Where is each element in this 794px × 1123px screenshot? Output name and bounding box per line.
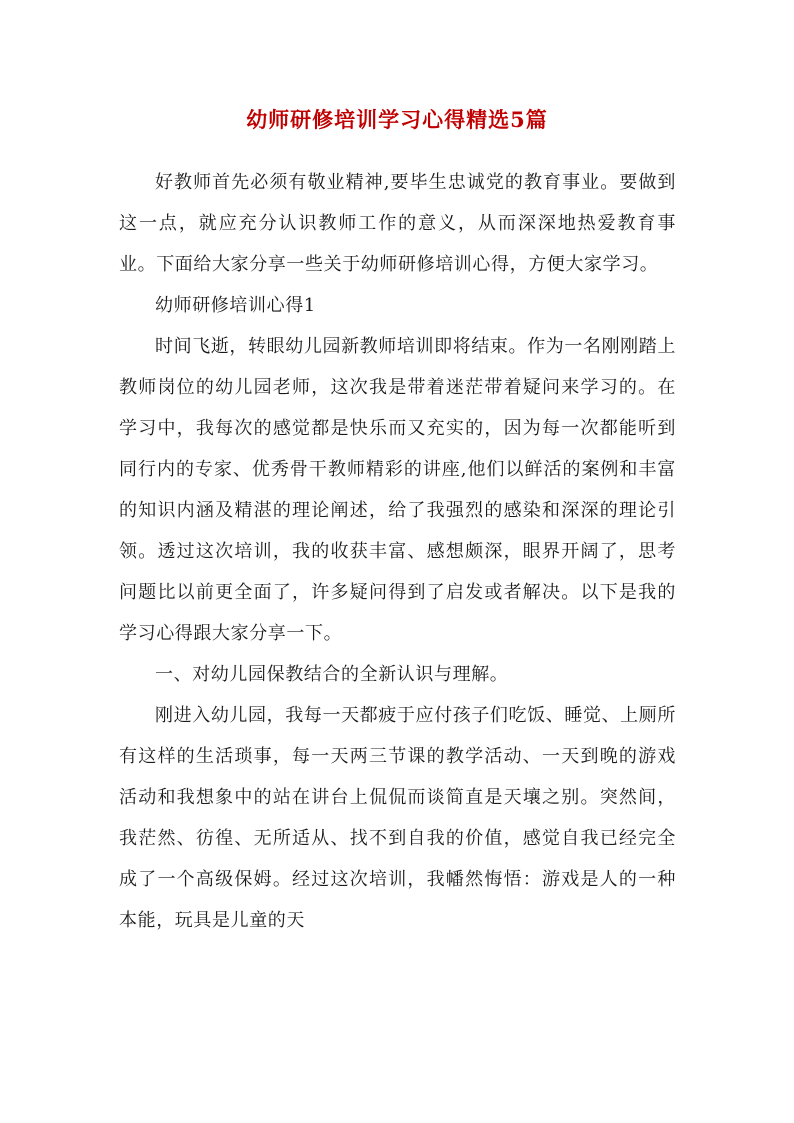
body-paragraph: 时间飞逝，转眼幼儿园新教师培训即将结束。作为一名刚刚踏上教师岗位的幼儿园老师，这次我是带着迷茫带着疑问来学习的。在学习中，我每次的感觉都是快乐而又充实的，因为每一次都能听到同行内的专家、优秀骨干教师精彩的讲座,他们以鲜活的案例和丰富的知识内涵及精湛的理论阐述，给了我强烈的感染和深深的理论引领。透过这次培训，我的收获丰富、感想颇深，眼界开阔了，思考问题比以前更全面了，许多疑问得到了启发或者解决。以下是我的学习心得跟大家分享一下。	[119, 336, 676, 644]
intro-paragraph: 好教师首先必须有敬业精神,要毕生忠诚党的教育事业。要做到这一点，就应充分认识教师工作的意义，从而深深地热爱教育事业。下面给大家分享一些关于幼师研修培训心得，方便大家学习。	[119, 172, 676, 275]
subsection-heading-1: 一、对幼儿园保教结合的全新认识与理解。	[155, 664, 509, 685]
body-paragraph: 刚进入幼儿园，我每一天都疲于应付孩子们吃饭、睡觉、上厕所有这样的生活琐事，每一天两三节课的教学活动、一天到晚的游戏活动和我想象中的站在讲台上侃侃而谈简直是天壤之别。突然间，我茫然、彷徨、无所适从、找不到自我的价值，感觉自我已经完全成了一个高级保姆。经过这次培训，我幡然悔悟：游戏是人的一种本能，玩具是儿童的天	[119, 705, 676, 931]
document-title: 幼师研修培训学习心得精选5篇	[246, 107, 548, 132]
section-heading-1: 幼师研修培训心得1	[155, 295, 316, 316]
document-body	[119, 162, 676, 941]
